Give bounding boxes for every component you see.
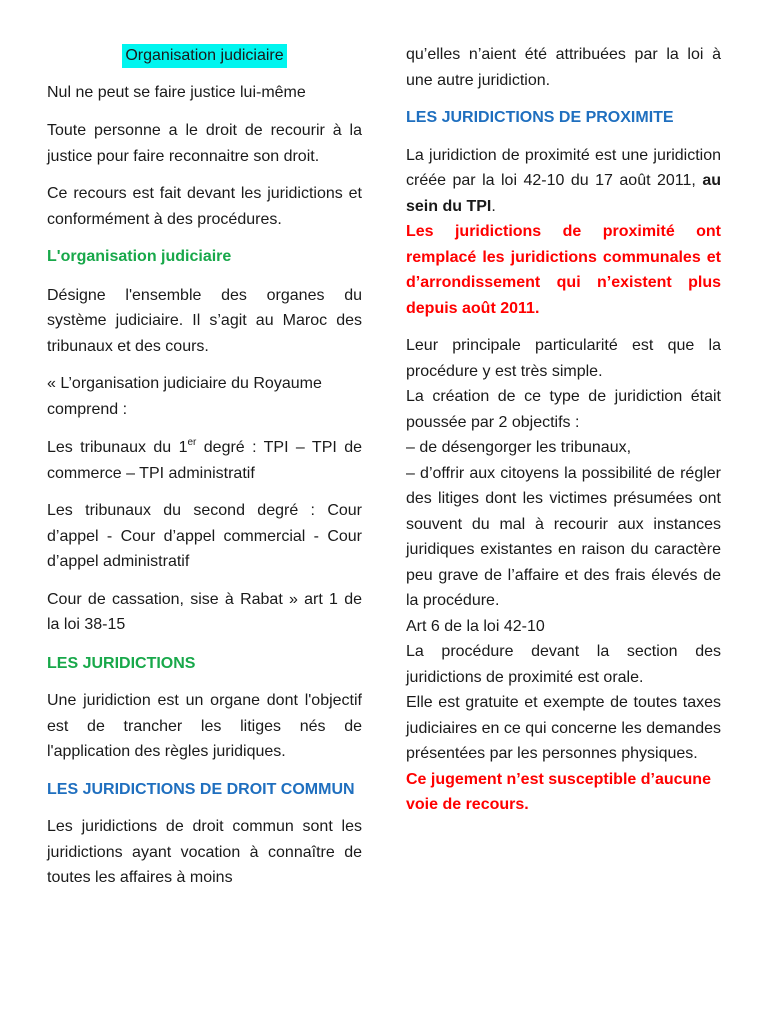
paragraph-procedure-orale: La procédure devant la section des juridictions de proximité est orale.: [406, 643, 721, 686]
paragraph-designe: Désigne l'ensemble des organes du système judiciaire. Il s’agit au Maroc des tribunaux et des cours.: [47, 286, 362, 355]
red-note-remplacement: Les juridictions de proximité ont remplacé les juridictions communales et d’arrondissement qui n’existent plus depuis août 2011.: [406, 223, 721, 317]
paragraph-cassation: Cour de cassation, sise à Rabat » art 1 de la loi 38-15: [47, 590, 362, 633]
heading-droit-commun: LES JURIDICTIONS DE DROIT COMMUN: [47, 780, 355, 798]
intro-line: Nul ne peut se faire justice lui-même: [47, 83, 306, 101]
paragraph-juridiction-definition: Une juridiction est un organe dont l'objectif est de trancher les litiges nés de l'application des règles juridiques.: [47, 692, 362, 760]
paragraph-proximite-definition: [406, 143, 721, 220]
heading-juridictions: LES JURIDICTIONS: [47, 654, 196, 672]
objectif-1: – de désengorger les tribunaux,: [406, 439, 632, 456]
premier-degre-sup: er: [187, 436, 197, 448]
paragraph-gratuite: Elle est gratuite et exempte de toutes taxes judiciaires en ce qui concerne les demandes présentées par les personnes physiques.: [406, 694, 721, 762]
heading-organisation: L'organisation judiciaire: [47, 248, 232, 265]
proximite-bold: au sein du TPI: [406, 172, 721, 215]
paragraph-recours: Ce recours est fait devant les juridictions et conformément à des procédures.: [47, 185, 362, 228]
paragraph-premier-degre: [47, 435, 362, 486]
right-column: [406, 0, 721, 818]
title-wrap: [47, 0, 362, 69]
red-note-recours: Ce jugement n’est susceptible d’aucune voie de recours.: [406, 770, 711, 813]
premier-degre-post: degré : TPI – TPI de commerce – TPI administratif: [47, 439, 362, 482]
paragraph-droit-commun: Les juridictions de droit commun sont les juridictions ayant vocation à connaître de toutes les affaires à moins: [47, 818, 362, 886]
paragraph-creation: La création de ce type de juridiction était poussée par 2 objectifs :: [406, 388, 721, 431]
objectif-2: – d’offrir aux citoyens la possibilité de régler des litiges dont les victimes présumées ont souvent du mal à recourir aux instances juridiques existantes en raison du caractère peu grave de l’affaire et des frais élevés de la procédure.: [406, 464, 721, 609]
premier-degre-pre: Les tribunaux du 1: [47, 439, 188, 456]
paragraph-particularite: Leur principale particularité est que la procédure y est très simple.: [406, 337, 721, 380]
heading-proximite: LES JURIDICTIONS DE PROXIMITE: [406, 109, 674, 126]
paragraph-continuation: qu’elles n’aient été attribuées par la loi à une autre juridiction.: [406, 46, 721, 89]
left-column: [47, 0, 362, 891]
proximite-end: .: [491, 197, 496, 215]
proximite-text: La juridiction de proximité est une juridiction créée par la loi 42-10 du 17 août 2011,: [406, 146, 721, 189]
page-title: Organisation judiciaire: [122, 44, 286, 68]
article-reference: Art 6 de la loi 42-10: [406, 617, 545, 635]
paragraph-second-degre: Les tribunaux du second degré : Cour d’appel - Cour d’appel commercial - Cour d’appel administratif: [47, 502, 362, 570]
paragraph-droit: Toute personne a le droit de recourir à la justice pour faire reconnaitre son droit.: [47, 122, 362, 165]
paragraph-citation: « L’organisation judiciaire du Royaume comprend :: [47, 375, 322, 418]
